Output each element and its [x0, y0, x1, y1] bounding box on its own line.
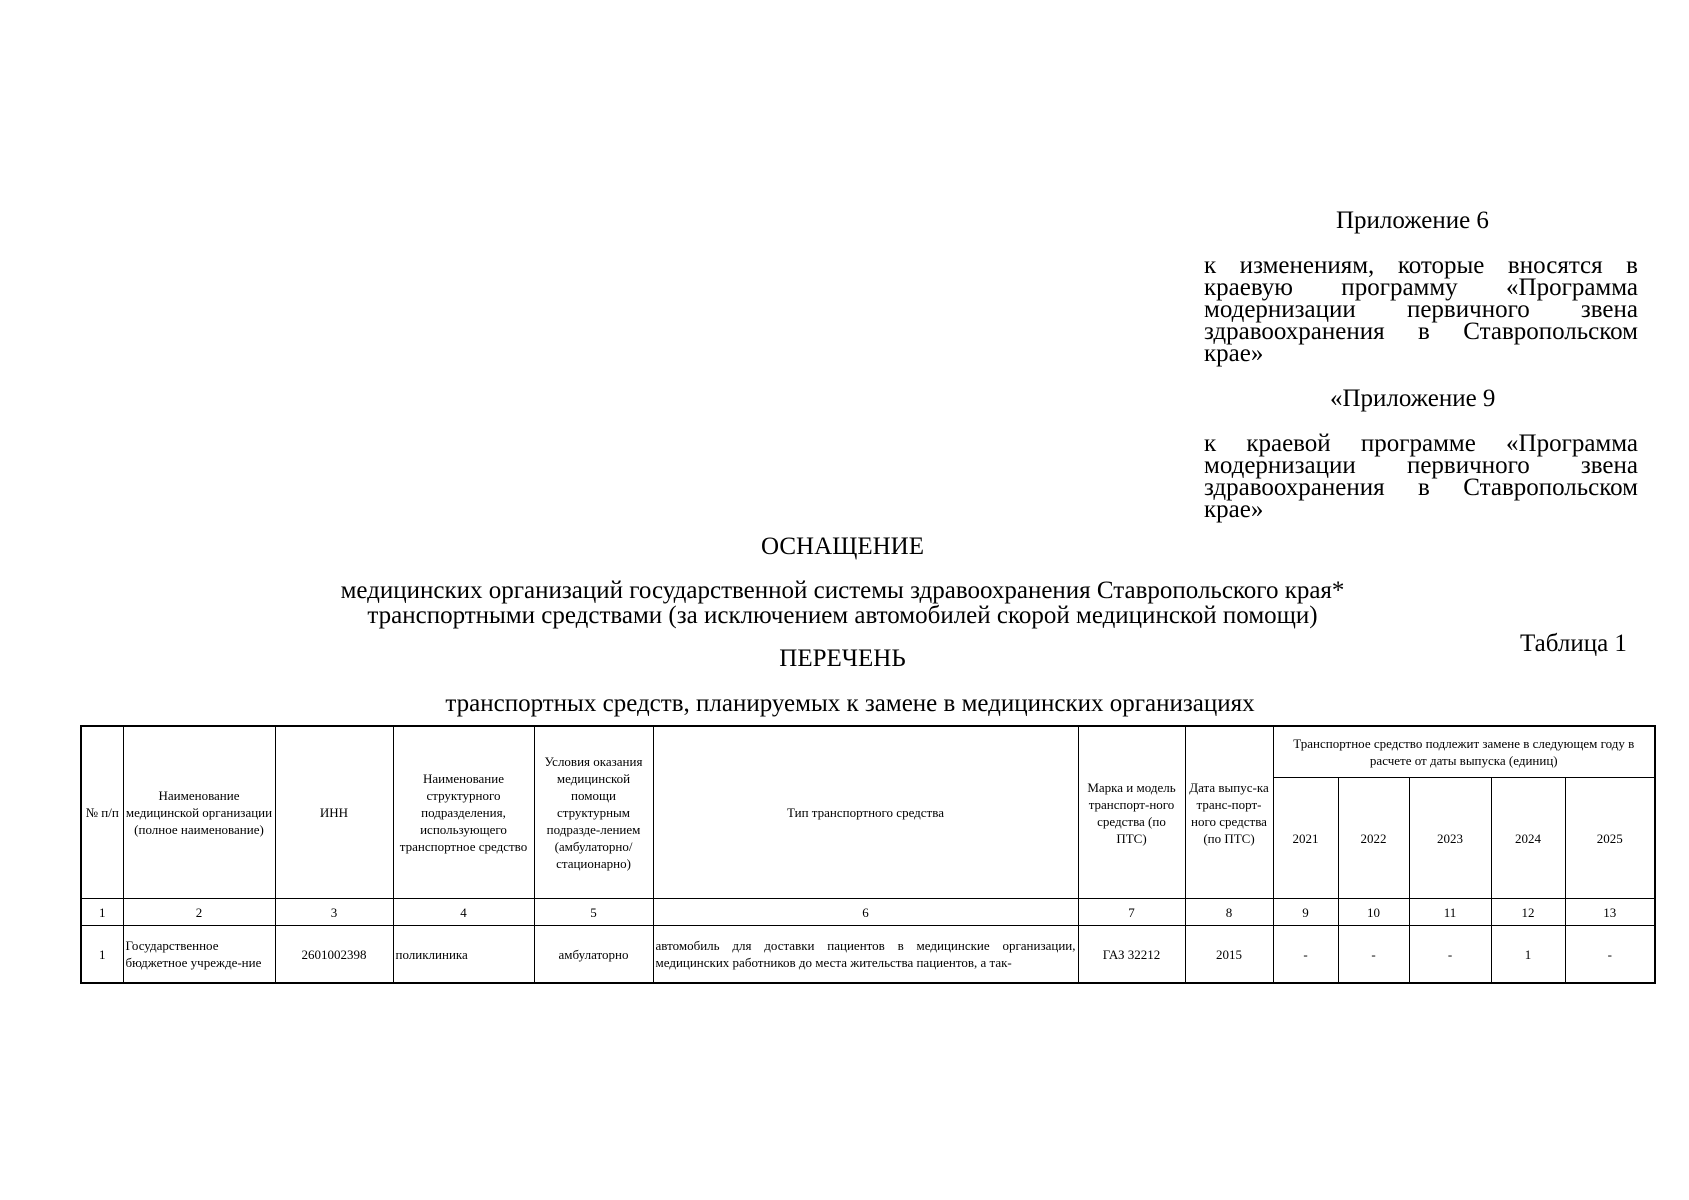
column-number: 2 [123, 899, 275, 926]
appendix6-title: Приложение 6 [1336, 207, 1489, 234]
column-number: 7 [1078, 899, 1185, 926]
header-brand: Марка и модель транспорт-ного средства (по ПТС) [1078, 726, 1185, 899]
column-number: 8 [1185, 899, 1273, 926]
cell-num: 1 [81, 926, 123, 984]
header-vehicle-type: Тип транспортного средства [653, 726, 1078, 899]
header-year-2024: 2024 [1491, 778, 1565, 899]
header-replacement-group: Транспортное средство подлежит замене в следующем году в расчете от даты выпуска (единиц) [1273, 726, 1655, 778]
table-row [81, 926, 1655, 984]
column-number-row [81, 899, 1655, 926]
header-conditions: Условия оказания медицинской помощи структурным подразде-лением (амбулаторно/ стационарно) [534, 726, 653, 899]
cell-2022: - [1338, 926, 1409, 984]
cell-2023: - [1409, 926, 1491, 984]
cell-release-date: 2015 [1185, 926, 1273, 984]
column-number: 1 [81, 899, 123, 926]
column-number: 4 [393, 899, 534, 926]
header-year-2025: 2025 [1565, 778, 1655, 899]
column-number: 10 [1338, 899, 1409, 926]
column-number: 13 [1565, 899, 1655, 926]
cell-brand: ГАЗ 32212 [1078, 926, 1185, 984]
cell-vehicle-type: автомобиль для доставки пациентов в медицинские организации, медицинских работников до места жительства пациентов, а так- [653, 926, 1078, 984]
header-unit-name: Наименование структурного подразделения, использующего транспортное средство [393, 726, 534, 899]
document-subtitle [0, 578, 1685, 628]
appendix6-text: к изменениям, которые вносятся в краевую программу «Программа модернизации первичного звена здравоохранения в Ставропольском крае» [1204, 252, 1638, 367]
vehicles-table [80, 725, 1656, 984]
appendix9-text: к краевой программе «Программа модернизации первичного звена здравоохранения в Ставропольском крае» [1204, 430, 1638, 523]
cell-2021: - [1273, 926, 1338, 984]
cell-inn: 2601002398 [275, 926, 393, 984]
document-subtitle-line1: медицинских организаций государственной системы здравоохранения Ставропольского края* [340, 577, 1345, 604]
header-year-2021: 2021 [1273, 778, 1338, 899]
list-subtitle: транспортных средств, планируемых к замене в медицинских организациях [445, 690, 1255, 717]
document-title: ОСНАЩЕНИЕ [760, 533, 924, 560]
document-subtitle-line2: транспортными средствами (за исключением автомобилей скорой медицинской помощи) [367, 602, 1318, 629]
header-num: № п/п [81, 726, 123, 899]
column-number: 5 [534, 899, 653, 926]
column-number: 12 [1491, 899, 1565, 926]
appendix9-title: «Приложение 9 [1330, 385, 1496, 412]
column-number: 3 [275, 899, 393, 926]
column-number: 6 [653, 899, 1078, 926]
cell-org-name: Государственное бюджетное учрежде-ние [123, 926, 275, 984]
cell-unit-name: поликлиника [393, 926, 534, 984]
column-number: 9 [1273, 899, 1338, 926]
header-inn: ИНН [275, 726, 393, 899]
cell-conditions: амбулаторно [534, 926, 653, 984]
table-label: Таблица 1 [1520, 630, 1627, 657]
column-number: 11 [1409, 899, 1491, 926]
header-year-2023: 2023 [1409, 778, 1491, 899]
header-row-top [81, 726, 1655, 778]
cell-2025: - [1565, 926, 1655, 984]
cell-2024: 1 [1491, 926, 1565, 984]
list-title: ПЕРЕЧЕНЬ [779, 645, 906, 672]
header-org-name: Наименование медицинской организации (полное наименование) [123, 726, 275, 899]
header-release-date: Дата выпус-ка транс-порт-ного средства (по ПТС) [1185, 726, 1273, 899]
header-year-2022: 2022 [1338, 778, 1409, 899]
